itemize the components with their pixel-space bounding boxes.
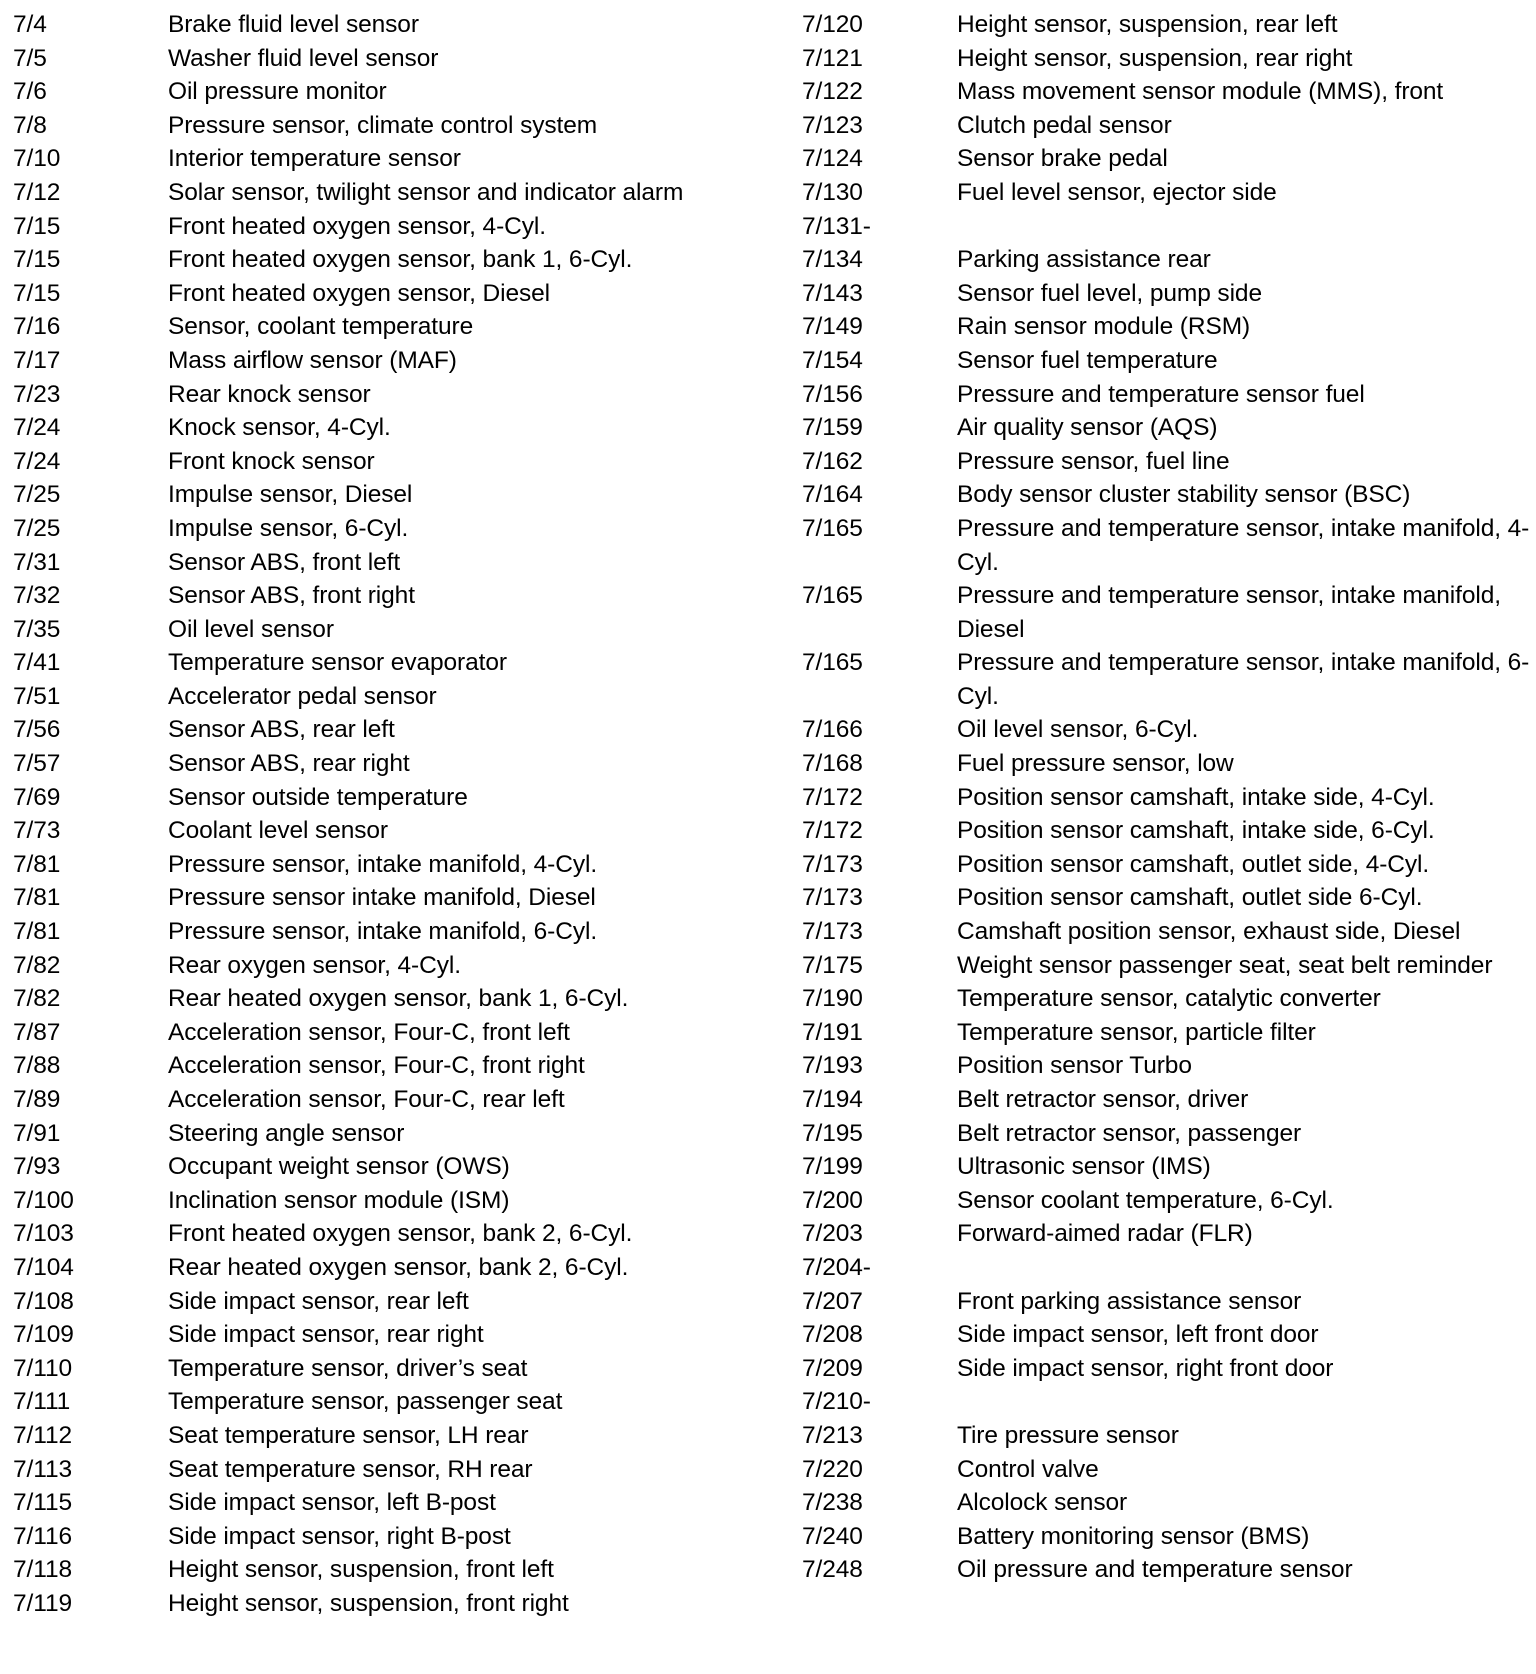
component-code: 7/121 xyxy=(802,44,863,72)
component-code: 7/35 xyxy=(13,615,61,643)
list-item xyxy=(13,1117,773,1151)
component-code: 7/240 xyxy=(802,1522,863,1550)
list-item xyxy=(802,1117,1532,1151)
component-description: Temperature sensor, particle filter xyxy=(957,1018,1316,1046)
component-description: Occupant weight sensor (OWS) xyxy=(168,1153,510,1181)
list-item xyxy=(13,1318,773,1352)
component-code: 7/88 xyxy=(13,1052,61,1080)
list-item xyxy=(13,75,773,109)
component-description: Acceleration sensor, Four-C, front right xyxy=(168,1052,585,1080)
right-column xyxy=(802,8,1532,1587)
component-code: 7/6 xyxy=(13,78,47,106)
list-item xyxy=(802,1150,1532,1184)
component-description: Sensor ABS, rear left xyxy=(168,716,395,744)
component-description: Front heated oxygen sensor, bank 1, 6-Cyl. xyxy=(168,246,633,274)
component-description: Knock sensor, 4-Cyl. xyxy=(168,414,391,442)
component-code: 7/51 xyxy=(13,682,61,710)
list-item xyxy=(802,747,1532,781)
component-code: 7/17 xyxy=(13,346,61,374)
component-description: Side impact sensor, left B-post xyxy=(168,1489,496,1517)
component-code: 7/23 xyxy=(13,380,61,408)
component-code: 7/159 xyxy=(802,414,863,442)
component-code: 7/173 xyxy=(802,884,863,912)
list-item xyxy=(13,781,773,815)
component-description: Alcolock sensor xyxy=(957,1489,1128,1517)
component-description: Pressure sensor, intake manifold, 4-Cyl. xyxy=(168,850,598,878)
component-description: Belt retractor sensor, passenger xyxy=(957,1119,1302,1147)
component-description: Front heated oxygen sensor, 4-Cyl. xyxy=(168,212,546,240)
component-code: 7/4 xyxy=(13,11,47,38)
component-code: 7/248 xyxy=(802,1556,863,1584)
component-description: Temperature sensor, passenger seat xyxy=(168,1388,563,1416)
left-column xyxy=(13,8,773,1621)
list-item xyxy=(802,1016,1532,1050)
component-code: 7/194 xyxy=(802,1086,863,1113)
list-item xyxy=(802,512,1532,579)
list-item xyxy=(802,75,1532,109)
component-description: Position sensor Turbo xyxy=(957,1052,1192,1080)
component-code: 7/154 xyxy=(802,346,863,374)
component-code: 7/208 xyxy=(802,1321,863,1349)
component-description: Position sensor camshaft, intake side, 6-Cyl. xyxy=(957,817,1435,845)
list-item xyxy=(13,243,773,277)
component-code: 7/56 xyxy=(13,716,61,744)
component-code: 7/190 xyxy=(802,985,863,1013)
component-code: 7/220 xyxy=(802,1455,863,1483)
component-description: Sensor ABS, front left xyxy=(168,548,401,576)
list-item xyxy=(13,848,773,882)
component-description: Rear knock sensor xyxy=(168,380,371,408)
list-item xyxy=(802,378,1532,412)
component-code: 7/104 xyxy=(13,1253,74,1281)
component-description: Washer fluid level sensor xyxy=(168,44,439,72)
component-description: Front heated oxygen sensor, bank 2, 6-Cyl. xyxy=(168,1220,633,1248)
component-description: Ultrasonic sensor (IMS) xyxy=(957,1153,1211,1181)
component-description: Side impact sensor, rear left xyxy=(168,1287,469,1315)
component-description: Pressure sensor, climate control system xyxy=(168,111,598,139)
component-code: 7/165 xyxy=(802,649,863,677)
component-code: 7/172 xyxy=(802,817,863,845)
component-code: 7/210- xyxy=(802,1388,871,1416)
list-item xyxy=(802,814,1532,848)
component-code: 7/122 xyxy=(802,78,863,106)
component-description: Pressure sensor intake manifold, Diesel xyxy=(168,884,596,912)
component-description: Height sensor, suspension, rear right xyxy=(957,44,1353,72)
list-item xyxy=(802,42,1532,76)
component-description: Side impact sensor, rear right xyxy=(168,1321,484,1349)
list-item xyxy=(13,210,773,244)
list-item xyxy=(802,445,1532,479)
component-description: Height sensor, suspension, front right xyxy=(168,1589,569,1617)
list-item xyxy=(802,982,1532,1016)
component-description: Sensor, coolant temperature xyxy=(168,313,474,341)
component-description: Sensor outside temperature xyxy=(168,783,468,811)
list-item xyxy=(802,1251,1532,1285)
list-item xyxy=(13,747,773,781)
component-description: Sensor fuel level, pump side xyxy=(957,279,1262,307)
list-item xyxy=(13,1419,773,1453)
list-item xyxy=(13,1083,773,1117)
list-item xyxy=(13,1016,773,1050)
component-code: 7/25 xyxy=(13,481,61,509)
list-item xyxy=(13,814,773,848)
component-code: 7/213 xyxy=(802,1421,863,1449)
component-code: 7/25 xyxy=(13,514,61,542)
component-description: Side impact sensor, right B-post xyxy=(168,1522,511,1550)
list-item xyxy=(802,210,1532,244)
component-code: 7/119 xyxy=(13,1589,72,1617)
component-description: Impulse sensor, Diesel xyxy=(168,481,413,509)
component-description: Height sensor, suspension, rear left xyxy=(957,11,1338,38)
list-item xyxy=(802,1285,1532,1319)
component-code: 7/123 xyxy=(802,111,863,139)
list-item xyxy=(13,1453,773,1487)
component-code: 7/82 xyxy=(13,951,61,979)
component-code: 7/207 xyxy=(802,1287,863,1315)
list-item xyxy=(802,1419,1532,1453)
component-code: 7/162 xyxy=(802,447,863,475)
list-item xyxy=(802,142,1532,176)
component-code: 7/173 xyxy=(802,918,863,946)
list-item xyxy=(802,949,1532,983)
component-code: 7/112 xyxy=(13,1421,72,1449)
list-item xyxy=(802,109,1532,143)
list-item xyxy=(802,344,1532,378)
list-item xyxy=(13,1520,773,1554)
component-description: Rain sensor module (RSM) xyxy=(957,313,1251,341)
component-code: 7/15 xyxy=(13,212,61,240)
component-description: Pressure and temperature sensor, intake manifold, 4-Cyl. xyxy=(957,514,1530,576)
component-code: 7/165 xyxy=(802,514,863,542)
list-item xyxy=(13,512,773,546)
component-description: Side impact sensor, left front door xyxy=(957,1321,1319,1349)
component-code: 7/81 xyxy=(13,850,61,878)
component-description: Oil pressure monitor xyxy=(168,78,387,106)
component-code: 7/195 xyxy=(802,1119,863,1147)
list-item xyxy=(802,478,1532,512)
component-description: Front heated oxygen sensor, Diesel xyxy=(168,279,551,307)
list-item xyxy=(802,881,1532,915)
component-code: 7/172 xyxy=(802,783,863,811)
component-description: Position sensor camshaft, outlet side 6-Cyl. xyxy=(957,884,1423,912)
component-code: 7/81 xyxy=(13,918,61,946)
list-item xyxy=(13,713,773,747)
list-item xyxy=(13,109,773,143)
list-item xyxy=(13,277,773,311)
list-item xyxy=(13,915,773,949)
list-item xyxy=(13,310,773,344)
component-description: Solar sensor, twilight sensor and indicator alarm xyxy=(168,178,684,206)
list-item xyxy=(13,1352,773,1386)
list-item xyxy=(802,277,1532,311)
component-code: 7/32 xyxy=(13,582,61,610)
component-description: Pressure and temperature sensor, intake manifold, Diesel xyxy=(957,582,1501,643)
list-item xyxy=(13,8,773,42)
list-item xyxy=(13,1049,773,1083)
list-item xyxy=(802,781,1532,815)
component-description: Control valve xyxy=(957,1455,1099,1483)
list-item xyxy=(13,881,773,915)
component-code: 7/93 xyxy=(13,1153,61,1181)
component-description: Temperature sensor, catalytic converter xyxy=(957,985,1381,1013)
component-description: Camshaft position sensor, exhaust side, Diesel xyxy=(957,918,1461,946)
component-code: 7/24 xyxy=(13,414,61,442)
component-code: 7/149 xyxy=(802,313,863,341)
component-code: 7/109 xyxy=(13,1321,74,1349)
component-description: Rear heated oxygen sensor, bank 2, 6-Cyl. xyxy=(168,1253,629,1281)
component-code: 7/69 xyxy=(13,783,61,811)
component-code: 7/15 xyxy=(13,279,61,307)
component-code: 7/111 xyxy=(13,1388,71,1416)
component-description: Temperature sensor evaporator xyxy=(168,649,507,677)
component-description: Oil pressure and temperature sensor xyxy=(957,1556,1353,1584)
list-item xyxy=(802,176,1532,210)
list-item xyxy=(13,646,773,680)
list-item xyxy=(802,1184,1532,1218)
component-description: Side impact sensor, right front door xyxy=(957,1354,1334,1382)
list-item xyxy=(802,8,1532,42)
component-code: 7/113 xyxy=(13,1455,72,1483)
list-item xyxy=(802,1083,1532,1117)
component-description: Oil level sensor xyxy=(168,615,334,643)
component-description: Air quality sensor (AQS) xyxy=(957,414,1218,442)
component-code: 7/238 xyxy=(802,1489,863,1517)
component-code: 7/165 xyxy=(802,582,863,610)
component-description: Acceleration sensor, Four-C, front left xyxy=(168,1018,570,1046)
component-code: 7/116 xyxy=(13,1522,72,1550)
component-description: Rear oxygen sensor, 4-Cyl. xyxy=(168,951,461,979)
list-item xyxy=(802,1318,1532,1352)
component-code: 7/156 xyxy=(802,380,863,408)
component-description: Mass movement sensor module (MMS), front xyxy=(957,78,1444,106)
component-code: 7/200 xyxy=(802,1186,863,1214)
list-item xyxy=(13,1150,773,1184)
list-item xyxy=(13,1251,773,1285)
component-description: Fuel level sensor, ejector side xyxy=(957,178,1277,206)
list-item xyxy=(802,1520,1532,1554)
component-description: Accelerator pedal sensor xyxy=(168,682,437,710)
component-code: 7/73 xyxy=(13,817,61,845)
component-description: Weight sensor passenger seat, seat belt reminder xyxy=(957,951,1493,979)
component-code: 7/91 xyxy=(13,1119,61,1147)
component-description: Body sensor cluster stability sensor (BSC) xyxy=(957,481,1411,509)
component-code: 7/115 xyxy=(13,1489,72,1517)
component-description: Temperature sensor, driver’s seat xyxy=(168,1354,528,1382)
component-code: 7/193 xyxy=(802,1052,863,1080)
list-item xyxy=(802,1553,1532,1587)
component-description: Position sensor camshaft, outlet side, 4-Cyl. xyxy=(957,850,1430,878)
component-code: 7/81 xyxy=(13,884,61,912)
list-item xyxy=(13,176,773,210)
component-code: 7/168 xyxy=(802,750,863,778)
component-description: Seat temperature sensor, RH rear xyxy=(168,1455,533,1483)
list-item xyxy=(13,982,773,1016)
component-code: 7/16 xyxy=(13,313,61,341)
list-item xyxy=(802,646,1532,713)
component-description: Seat temperature sensor, LH rear xyxy=(168,1421,529,1449)
component-description: Fuel pressure sensor, low xyxy=(957,750,1234,778)
component-code: 7/173 xyxy=(802,850,863,878)
component-code: 7/57 xyxy=(13,750,61,778)
list-item xyxy=(802,243,1532,277)
component-description: Coolant level sensor xyxy=(168,817,388,845)
component-code: 7/82 xyxy=(13,985,61,1013)
component-description: Rear heated oxygen sensor, bank 1, 6-Cyl. xyxy=(168,985,629,1013)
component-description: Tire pressure sensor xyxy=(957,1421,1179,1449)
list-item xyxy=(13,1486,773,1520)
component-code: 7/87 xyxy=(13,1018,61,1046)
component-code: 7/15 xyxy=(13,246,61,274)
list-item xyxy=(13,478,773,512)
list-item xyxy=(13,378,773,412)
component-code: 7/8 xyxy=(13,111,47,139)
list-item xyxy=(802,915,1532,949)
component-code: 7/166 xyxy=(802,716,863,744)
component-code: 7/10 xyxy=(13,145,61,173)
component-description: Mass airflow sensor (MAF) xyxy=(168,346,457,374)
component-description: Sensor coolant temperature, 6-Cyl. xyxy=(957,1186,1334,1214)
component-description: Sensor fuel temperature xyxy=(957,346,1218,374)
component-code: 7/164 xyxy=(802,481,863,509)
list-item xyxy=(13,142,773,176)
component-description: Clutch pedal sensor xyxy=(957,111,1172,139)
component-code: 7/89 xyxy=(13,1086,61,1113)
list-item xyxy=(802,1453,1532,1487)
list-item xyxy=(13,1587,773,1621)
component-code: 7/118 xyxy=(13,1556,72,1584)
list-item xyxy=(13,445,773,479)
component-description: Parking assistance rear xyxy=(957,246,1211,274)
list-item xyxy=(802,310,1532,344)
component-description: Interior temperature sensor xyxy=(168,145,461,173)
component-description: Oil level sensor, 6-Cyl. xyxy=(957,716,1199,744)
list-item xyxy=(13,411,773,445)
list-item xyxy=(802,713,1532,747)
list-item xyxy=(13,1184,773,1218)
component-description: Pressure and temperature sensor, intake manifold, 6-Cyl. xyxy=(957,649,1530,710)
component-code: 7/199 xyxy=(802,1153,863,1181)
component-description: Front knock sensor xyxy=(168,447,375,475)
component-code: 7/5 xyxy=(13,44,47,72)
component-description: Pressure and temperature sensor fuel xyxy=(957,380,1365,408)
list-item xyxy=(13,680,773,714)
component-code: 7/12 xyxy=(13,178,61,206)
component-description: Inclination sensor module (ISM) xyxy=(168,1186,510,1214)
list-item xyxy=(802,1486,1532,1520)
component-description: Height sensor, suspension, front left xyxy=(168,1556,554,1584)
component-description: Sensor ABS, front right xyxy=(168,582,415,610)
list-item xyxy=(802,579,1532,646)
component-description: Sensor brake pedal xyxy=(957,145,1168,173)
component-code: 7/191 xyxy=(802,1018,863,1046)
list-item xyxy=(802,1217,1532,1251)
list-item xyxy=(13,1285,773,1319)
list-item xyxy=(13,579,773,613)
component-code: 7/103 xyxy=(13,1220,74,1248)
component-description: Impulse sensor, 6-Cyl. xyxy=(168,514,409,542)
component-code: 7/143 xyxy=(802,279,863,307)
list-item xyxy=(13,546,773,580)
list-item xyxy=(802,848,1532,882)
component-code: 7/100 xyxy=(13,1186,74,1214)
component-description: Battery monitoring sensor (BMS) xyxy=(957,1522,1310,1550)
list-item xyxy=(802,411,1532,445)
list-item xyxy=(13,1217,773,1251)
list-item xyxy=(13,613,773,647)
component-code: 7/209 xyxy=(802,1354,863,1382)
list-item xyxy=(13,1385,773,1419)
list-item xyxy=(13,949,773,983)
component-description: Forward-aimed radar (FLR) xyxy=(957,1220,1253,1248)
component-description: Steering angle sensor xyxy=(168,1119,405,1147)
component-description: Pressure sensor, intake manifold, 6-Cyl. xyxy=(168,918,598,946)
component-description: Sensor ABS, rear right xyxy=(168,750,410,778)
list-item xyxy=(13,1553,773,1587)
component-code: 7/124 xyxy=(802,145,863,173)
component-description: Acceleration sensor, Four-C, rear left xyxy=(168,1086,565,1113)
list-item xyxy=(802,1049,1532,1083)
component-code: 7/130 xyxy=(802,178,863,206)
component-description: Position sensor camshaft, intake side, 4-Cyl. xyxy=(957,783,1435,811)
component-code: 7/134 xyxy=(802,246,863,274)
component-code: 7/41 xyxy=(13,649,61,677)
list-item xyxy=(13,42,773,76)
component-description: Belt retractor sensor, driver xyxy=(957,1086,1249,1113)
component-code: 7/204- xyxy=(802,1253,871,1281)
component-code: 7/131- xyxy=(802,212,871,240)
list-item xyxy=(802,1385,1532,1419)
component-code: 7/203 xyxy=(802,1220,863,1248)
component-description: Pressure sensor, fuel line xyxy=(957,447,1230,475)
component-code: 7/175 xyxy=(802,951,863,979)
component-code: 7/24 xyxy=(13,447,61,475)
list-item xyxy=(13,344,773,378)
component-code: 7/110 xyxy=(13,1354,72,1382)
component-description: Front parking assistance sensor xyxy=(957,1287,1302,1315)
component-code: 7/31 xyxy=(13,548,61,576)
component-description: Brake fluid level sensor xyxy=(168,11,419,38)
component-code: 7/120 xyxy=(802,11,863,38)
component-code: 7/108 xyxy=(13,1287,74,1315)
list-item xyxy=(802,1352,1532,1386)
